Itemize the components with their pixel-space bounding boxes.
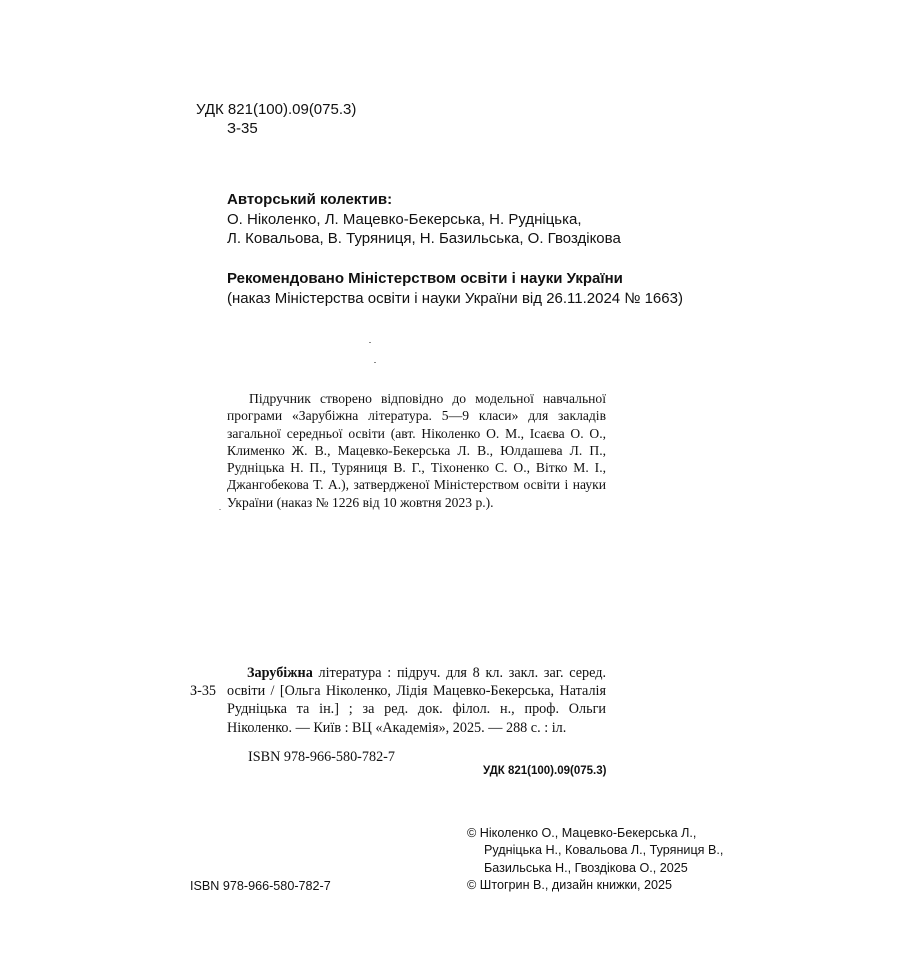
author-cipher-bibliographic: З-35 (190, 683, 217, 699)
isbn-bottom: ISBN 978-966-580-782-7 (190, 879, 331, 893)
bibliographic-description: література : підруч. для 8 кл. закл. заг. серед. освіти / [Ольга Ніколенко, Лідія Мацевко-Бекерська, Наталія Рудніцька та ін.] ; за ред. док. філол. н., проф. Ольги Ніколенко. — Київ : ВЦ «Академія», 2025. — 288 с. : іл. (227, 665, 606, 736)
scan-speck (374, 362, 376, 363)
recommendation-order: (наказ Міністерства освіти і науки України від 26.11.2024 № 1663) (227, 289, 683, 307)
copyright-block (467, 825, 723, 894)
author-cipher-top: З-35 (227, 120, 258, 137)
copyright-line-4: © Штогрин В., дизайн книжки, 2025 (467, 877, 673, 892)
copyright-line-2: Рудніцька Н., Ковальова Л., Туряниця В., (484, 843, 724, 858)
bibliographic-headword: Зарубіжна (247, 665, 313, 681)
recommendation-heading: Рекомендовано Міністерством освіти і науки України (227, 270, 623, 287)
authors-line-2: Л. Ковальова, В. Туряниця, Н. Базильська, О. Гвоздікова (227, 230, 621, 247)
scan-speck (219, 509, 221, 510)
isbn-bibliographic: ISBN 978-966-580-782-7 (248, 749, 395, 765)
authors-line-1: О. Ніколенко, Л. Мацевко-Бекерська, Н. Рудніцька, (227, 210, 582, 228)
authors-heading: Авторський колектив: (227, 191, 393, 208)
scan-speck (369, 342, 371, 343)
udk-code-bibliographic: УДК 821(100).09(075.3) (483, 765, 607, 777)
copyright-line-1: © Ніколенко О., Мацевко-Бекерська Л., (467, 826, 697, 840)
copyright-line-3: Базильська Н., Гвоздікова О., 2025 (484, 860, 688, 875)
recommendation-block (227, 269, 683, 308)
annotation-paragraph: Підручник створено відповідно до модельної навчальної програми «Зарубіжна література. 5—9 класи» для закладів загальної середньої освіти (авт. Ніколенко О. М., Ісаєва О. О., Клименко Ж. В., Мацевко-Бекерська Л. В., Юлдашева Л. П., Рудніцька Н. П., Туряниця В. Г., Тіхоненко С. О., Вітко М. І., Джангобекова Т. А.), затвердженої Міністерством освіти і науки України (наказ № 1226 від 10 жовтня 2023 р.). (227, 391, 606, 510)
udk-code-top: УДК 821(100).09(075.3) (196, 101, 357, 118)
authors-block (227, 190, 621, 249)
bibliographic-record (227, 664, 606, 737)
